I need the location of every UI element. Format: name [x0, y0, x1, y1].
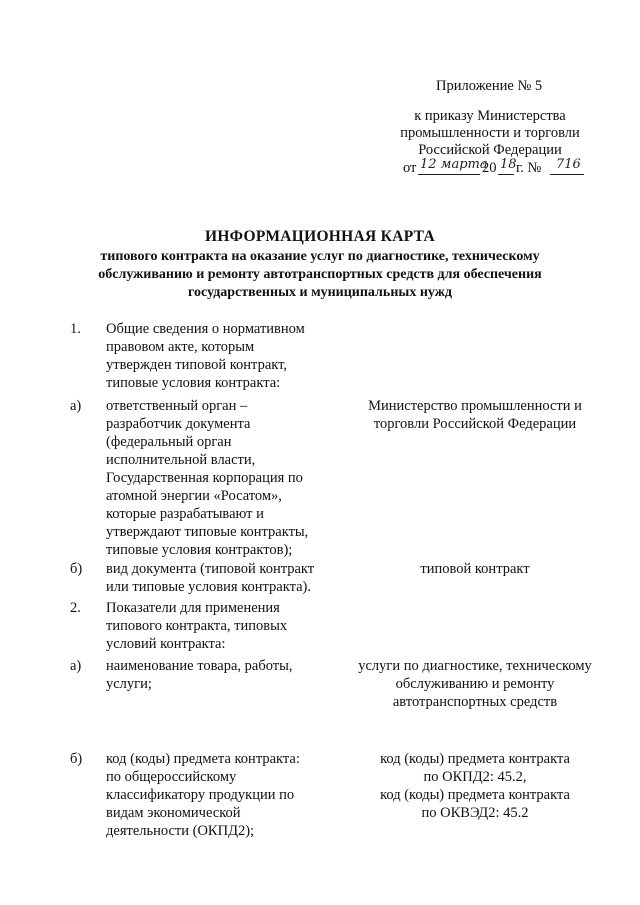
item-label — [106, 750, 336, 840]
label-line: по общероссийскому — [106, 769, 237, 785]
label-line: деятельности (ОКПД2); — [106, 823, 255, 839]
order-line: Российской Федерации — [418, 142, 562, 158]
item-value — [345, 560, 605, 578]
item-value — [345, 657, 605, 711]
label-line: вид документа (типовой контракт — [106, 561, 315, 577]
label-line: правовом акте, которым — [106, 339, 255, 355]
label-line: (федеральный орган — [106, 434, 232, 450]
label-line: наименование товара, работы, — [106, 658, 293, 674]
year-suffix: г. № — [516, 160, 542, 176]
item-number: 1. — [70, 321, 81, 337]
value-line: услуги по диагностике, техническому — [358, 658, 592, 674]
item-number: б) — [70, 561, 83, 577]
subtitle-line: государственных и муниципальных нужд — [188, 285, 452, 300]
item-label — [106, 397, 336, 559]
value-line: по ОКВЭД2: 45.2 — [421, 805, 529, 821]
label-line: типовые условия контрактов); — [106, 542, 293, 558]
label-line: Показатели для применения — [106, 600, 280, 616]
item-label — [106, 320, 336, 392]
item-label — [106, 657, 336, 693]
label-line: классификатору продукции по — [106, 787, 295, 803]
value-line: обслуживанию и ремонту — [395, 676, 555, 692]
label-line: Общие сведения о нормативном — [106, 321, 305, 337]
subtitle-line: типового контракта на оказание услуг по диагностике, техническому — [100, 249, 540, 264]
label-line: ответственный орган – — [106, 398, 248, 414]
value-line: торговли Российской Федерации — [373, 416, 577, 432]
label-line: типовые условия контракта: — [106, 375, 281, 391]
label-line: или типовые условия контракта). — [106, 579, 311, 595]
order-line: промышленности и торговли — [400, 125, 580, 141]
value-line: код (коды) предмета контракта — [380, 787, 570, 803]
order-line: к приказу Министерства — [414, 108, 566, 124]
date-underline — [418, 174, 480, 175]
item-label — [106, 560, 336, 596]
label-line: условий контракта: — [106, 636, 226, 652]
item-number: б) — [70, 751, 83, 767]
number-underline — [550, 174, 584, 175]
label-line: услуги; — [106, 676, 152, 692]
label-line: разработчик документа — [106, 416, 251, 432]
label-line: видам экономической — [106, 805, 241, 821]
item-value — [345, 397, 605, 433]
value-line: Министерство промышленности и — [368, 398, 582, 414]
document-title — [60, 227, 580, 302]
handwritten-year: 18 — [500, 157, 517, 172]
label-line: утвержден типовой контракт, — [106, 357, 287, 373]
handwritten-order-number: 716 — [556, 157, 581, 172]
title-main: ИНФОРМАЦИОННАЯ КАРТА — [204, 228, 436, 245]
title-subtitle — [60, 248, 580, 302]
label-line: типового контракта, типовых — [106, 618, 288, 634]
item-number: 2. — [70, 600, 81, 616]
label-line: Государственная корпорация по — [106, 470, 303, 486]
item-label — [106, 599, 336, 653]
order-reference — [390, 108, 590, 159]
value-line: типовой контракт — [420, 561, 530, 577]
label-line: исполнительной власти, — [106, 452, 256, 468]
year-underline — [498, 174, 514, 175]
label-line: атомной энергии «Росатом», — [106, 488, 282, 504]
label-line: код (коды) предмета контракта: — [106, 751, 300, 767]
item-value — [345, 750, 605, 822]
item-number: а) — [70, 398, 82, 414]
subtitle-line: обслуживанию и ремонту автотранспортных средств для обеспечения — [98, 267, 542, 282]
year-prefix: 20 — [482, 160, 497, 176]
label-line: которые разрабатывают и — [106, 506, 264, 522]
label-line: утверждают типовые контракты, — [106, 524, 309, 540]
handwritten-date: 12 марта — [420, 157, 488, 172]
date-prefix: от — [403, 160, 417, 176]
value-line: автотранспортных средств — [392, 694, 558, 710]
item-number: а) — [70, 658, 82, 674]
appendix-number: Приложение № 5 — [436, 78, 543, 94]
value-line: по ОКПД2: 45.2, — [423, 769, 527, 785]
value-line: код (коды) предмета контракта — [380, 751, 570, 767]
